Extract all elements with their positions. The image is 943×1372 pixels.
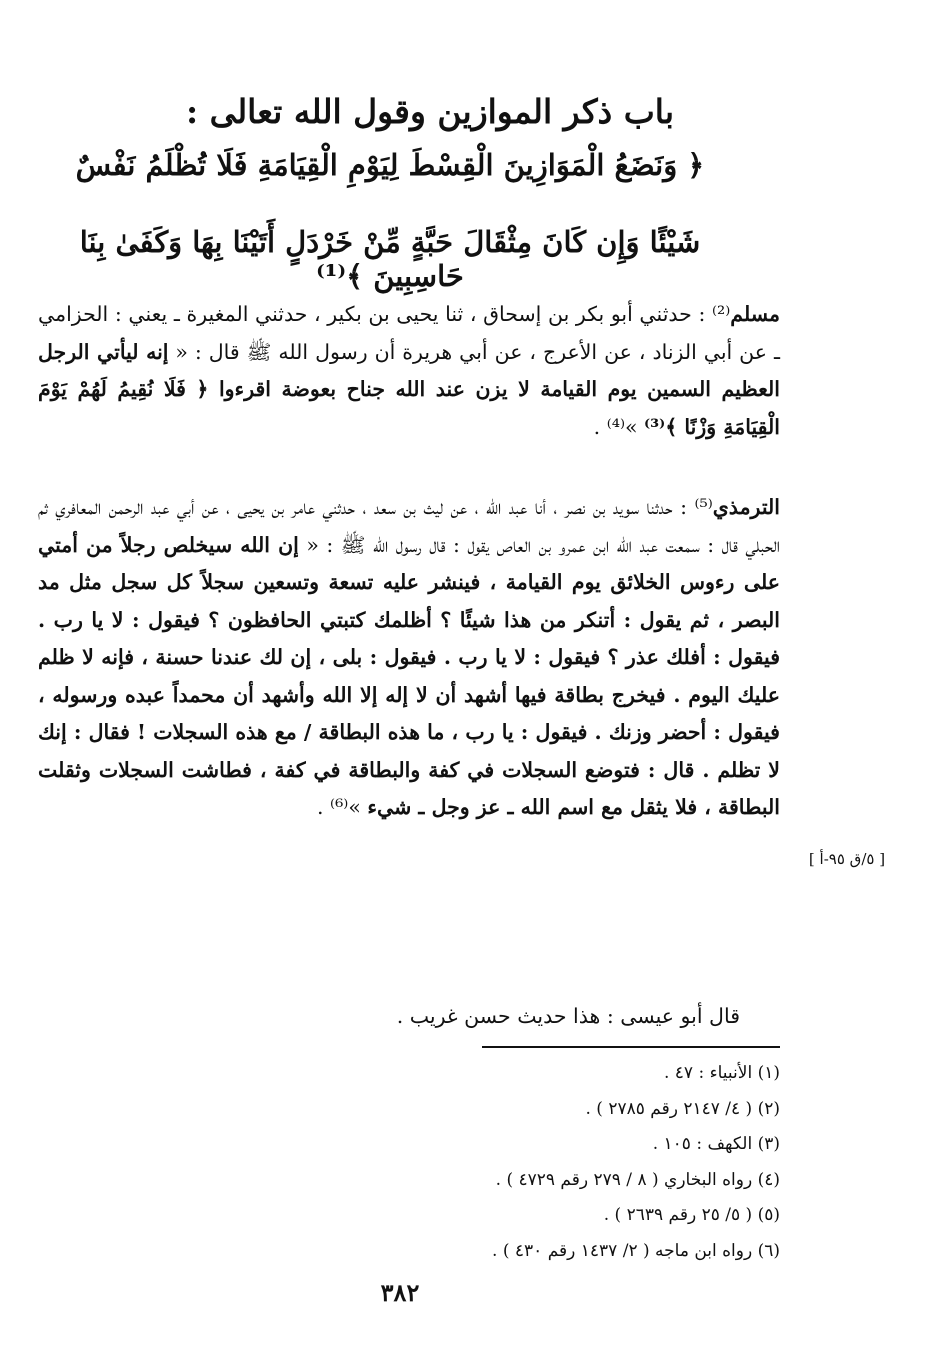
footnote-ref-2: ⁽²⁾: [711, 302, 731, 326]
hadith-isnad-muslim: : حدثني أبو بكر بن إسحاق ، ثنا يحيى بن بكير ، حدثني المغيرة ـ يعني : الحزامي ـ عن أبي الزناد ، عن الأعرج ، عن أبي هريرة أن رسول الله ﷺ قال : «: [38, 302, 780, 364]
footnote-2: (٢) ( ٤/ ٢١٤٧ رقم ٢٧٨٥ ) .: [585, 1098, 780, 1119]
hadith-paragraph-muslim: [38, 296, 780, 446]
footnote-separator: [482, 1046, 780, 1048]
manuscript-margin-note: [ ٥/ق ٩٥-أ ]: [808, 850, 886, 868]
footnote-5: (٥) ( ٥/ ٢٥ رقم ٢٦٣٩ ) .: [603, 1205, 780, 1225]
page-number: ٣٨٢: [380, 1278, 420, 1307]
chapter-title: باب ذكر الموازين وقول الله تعالى :: [185, 92, 675, 131]
hadith-end-tirmidhi: »⁽⁶⁾ .: [317, 795, 368, 819]
hadith-grading: قال أبو عيسى : هذا حديث حسن غريب .: [396, 1004, 740, 1028]
footnote-1: (١) الأنبياء : ٤٧ .: [663, 1063, 780, 1083]
hadith-isnad-tirmidhi: : حدثنا سويد بن نصر ، أنا عبد الله ، عن ليث بن سعد ، حدثني عامر بن يحيى ، عن أبي عبد الرحمن المعافري ثم الحبلي قال : سمعت عبد الله ابن عمرو بن العاص يقول : قال رسول الله ﷺ : «: [38, 495, 780, 557]
hadith-matn-tirmidhi: إن الله سيخلص رجلاً من أمتي على رءوس الخلائق يوم القيامة ، فينشر عليه تسعة وتسعين سجلاً كل سجل مثل مد البصر ، ثم يقول : أتنكر من هذا شيئًا ؟ أظلمك كتبتي الحافظون ؟ فيقول : لا يا رب . فيقول : أفلك عذر ؟ فيقول : لا يا رب . فيقول : بلى ، إن لك عندنا حسنة ، فإنه لا ظلم عليك اليوم . فيخرج بطاقة فيها أشهد أن لا إله إلا الله وأشهد أن محمداً عبده ورسوله ، فيقول : أحضر وزنك . فيقول : يا رب ، ما هذه البطاقة / مع هذه السجلات ! فقال : إنك لا تظلم . قال : فتوضع السجلات في كفة والبطاقة في كفة ، فطاشت السجلات وثقلت البطاقة ، فلا يثقل مع اسم الله ـ عز وجل ـ شيء: [38, 532, 780, 819]
footnote-3: (٣) الكهف : ١٠٥ .: [652, 1134, 780, 1154]
quran-verse-line-2: شَيْئًا وَإِن كَانَ مِثْقَالَ حَبَّةٍ مِّنْ خَرْدَلٍ أَتَيْنَا بِهَا وَكَفَىٰ بِنَا حَاسِبِينَ ﴾⁽¹⁾: [79, 225, 701, 293]
hadith-matn-muslim: إنه ليأتي الرجل العظيم السمين يوم القيامة لا يزن عند الله جناح بعوضة اقرءوا ﴿ فَلَا نُقِيمُ لَهُمْ يَوْمَ الْقِيَامَةِ وَزْنًا ﴾⁽³⁾: [38, 339, 780, 439]
hadith-paragraph-tirmidhi: [38, 489, 780, 827]
hadith-source-tirmidhi: الترمذي: [712, 495, 780, 519]
footnote-6: (٦) رواه ابن ماجه ( ٢/ ١٤٣٧ رقم ٤٣٠ ) .: [492, 1240, 780, 1261]
quran-verse-line-1: ﴿ وَنَضَعُ الْمَوَازِينَ الْقِسْطَ لِيَوْمِ الْقِيَامَةِ فَلَا تُظْلَمُ نَفْسٌ: [75, 148, 705, 182]
footnote-ref-5: ⁽⁵⁾: [694, 495, 713, 519]
footnotes: [300, 1056, 780, 1269]
footnote-4: (٤) رواه البخاري ( ٨ / ٢٧٩ رقم ٤٧٢٩ ) .: [495, 1169, 780, 1190]
hadith-end-muslim: »⁽⁴⁾ .: [593, 414, 645, 439]
hadith-source-muslim: مسلم: [730, 302, 780, 326]
